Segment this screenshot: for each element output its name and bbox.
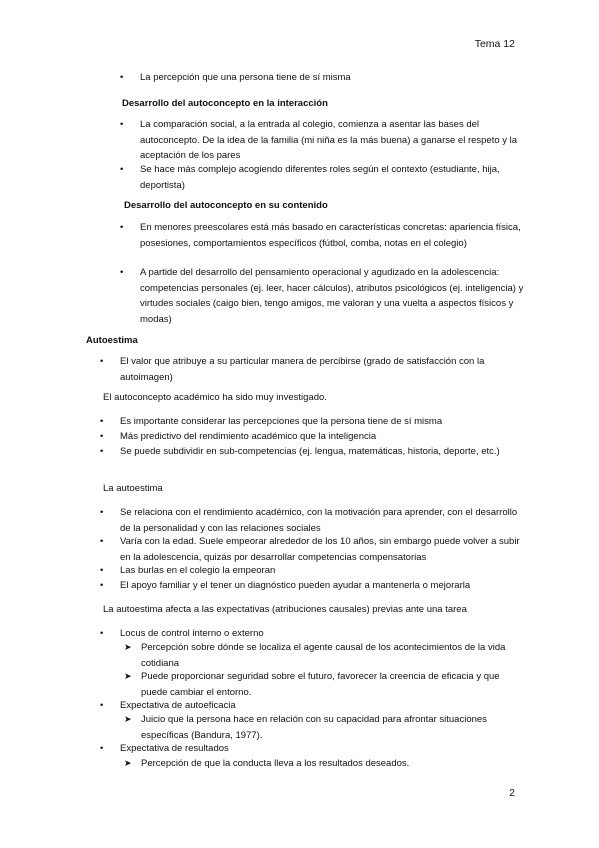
list-item: • Locus de control interno o externo — [100, 626, 520, 642]
bullet-icon: • — [100, 431, 104, 442]
sub-list-item: ➤ Puede proporcionar seguridad sobre el futuro, favorecer la creencia de eficacia y que puede cambiar el entorno. — [124, 671, 500, 698]
bullet-icon: • — [100, 580, 104, 591]
list-item: • La percepción que una persona tiene de sí misma — [120, 70, 520, 86]
bullet-icon: • — [120, 72, 124, 83]
list-item: • La comparación social, a la entrada al colegio, comienza a asentar las bases del autoconcepto. De la idea de la familia (mi niña es la más buena) a ganarse el respeto y la aceptación de los pares — [120, 119, 518, 161]
page-number: 2 — [509, 787, 515, 799]
paragraph: La autoestima — [103, 483, 163, 494]
section-heading: Desarrollo del autoconcepto en su contenido — [124, 200, 328, 211]
sub-list-item: ➤ Juicio que la persona hace en relación con su capacidad para afrontar situaciones específicas (Bandura, 1977). — [124, 714, 487, 741]
bullet-icon: • — [100, 507, 104, 518]
bullet-icon: • — [120, 164, 124, 175]
list-item: • Expectativa de resultados — [100, 741, 520, 757]
paragraph: El autoconcepto académico ha sido muy investigado. — [103, 392, 327, 403]
arrow-bullet-icon: ➤ — [124, 714, 132, 724]
list-item: • Varía con la edad. Suele empeorar alrededor de los 10 años, sin embargo puede volver a subir en la adolescencia, quizás por desarrollar competencias compensatorias — [100, 536, 520, 563]
sub-list-item: ➤ Percepción sobre dónde se localiza el agente causal de los acontecimientos de la vida cotidiana — [124, 642, 506, 669]
arrow-bullet-icon: ➤ — [124, 671, 132, 681]
bullet-icon: • — [120, 222, 124, 233]
list-item: • Es importante considerar las percepciones que la persona tiene de sí misma — [100, 414, 520, 430]
section-heading: Autoestima — [86, 335, 138, 346]
list-item: • El apoyo familiar y el tener un diagnóstico pueden ayudar a mantenerla o mejorarla — [100, 578, 520, 594]
list-item: • El valor que atribuye a su particular manera de percibirse (grado de satisfacción con la autoimagen) — [100, 356, 485, 383]
list-item: • Se relaciona con el rendimiento académico, con la motivación para aprender, con el desarrollo de la personalidad y con las relaciones sociales — [100, 507, 518, 534]
list-item: • A partide del desarrollo del pensamiento operacional y agudizado en la adolescencia: competencias personales (ej. leer, hacer cálculos), atributos psicológicos (ej. inteligencia) y virtudes sociales (caigo bien, tengo amigos, me valoran y una vuelta a aspectos físicos y modas) — [120, 267, 524, 325]
list-item: • Se hace más complejo acogiendo diferentes roles según el contexto (estudiante, hija, deportista) — [120, 164, 500, 191]
arrow-bullet-icon: ➤ — [124, 758, 132, 768]
list-item: • Se puede subdividir en sub-competencias (ej. lengua, matemáticas, historia, deporte, etc.) — [100, 444, 520, 460]
bullet-icon: • — [100, 356, 104, 367]
section-heading: Desarrollo del autoconcepto en la interacción — [122, 98, 328, 109]
bullet-icon: • — [100, 743, 104, 754]
bullet-icon: • — [100, 536, 104, 547]
list-item: • Expectativa de autoeficacia — [100, 698, 520, 714]
bullet-icon: • — [100, 446, 104, 457]
arrow-bullet-icon: ➤ — [124, 642, 132, 652]
bullet-icon: • — [100, 700, 104, 711]
paragraph: La autoestima afecta a las expectativas (atribuciones causales) previas ante una tarea — [103, 604, 467, 615]
list-item: • En menores preescolares está más basado en características concretas: apariencia física, posesiones, comportamientos específicos (fútbol, comba, notas en el colegio) — [120, 222, 521, 249]
list-item: • Las burlas en el colegio la empeoran — [100, 563, 520, 579]
sub-list-item: ➤ Percepción de que la conducta lleva a los resultados deseados. — [124, 756, 514, 772]
bullet-icon: • — [100, 416, 104, 427]
bullet-icon: • — [100, 565, 104, 576]
bullet-icon: • — [120, 267, 124, 278]
page-header: Tema 12 — [474, 38, 515, 50]
bullet-icon: • — [100, 628, 104, 639]
bullet-icon: • — [120, 119, 124, 130]
list-item: • Más predictivo del rendimiento académico que la inteligencia — [100, 429, 520, 445]
